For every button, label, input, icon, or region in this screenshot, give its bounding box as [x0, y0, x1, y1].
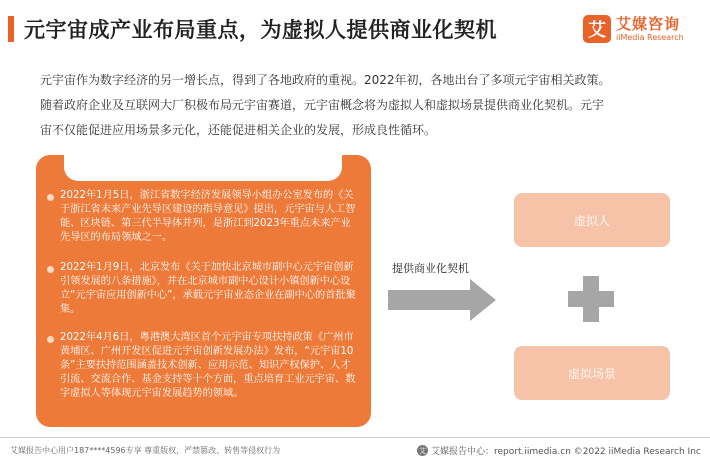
footer-copyright-notice: 艾媒报告中心用户187****4596专享 尊重版权，严禁篡改、转售等侵权行为 — [10, 446, 281, 455]
logo-name-en: iiMedia Research — [616, 32, 684, 42]
iimedia-icon: 艾 — [419, 446, 426, 455]
footer-divider — [0, 437, 710, 438]
page-title: 元宇宙成产业布局重点，为虚拟人提供商业化契机 — [24, 18, 497, 42]
iimedia-logo — [583, 12, 684, 46]
policy-item: 2022年4月6日，粤港澳大湾区首个元宇宙专项扶持政策《广州市黄埔区、广州开发区促进元宇宙创新发展办法》发布，“元宇宙10条”主要扶持范围涵盖技术创新、应用示范、知识产权保护、人才引流、交流合作、基金支持等十个方面，重点培育工业元宇宙、数字虚拟人等体现元宇宙发展趋势的领域。 — [60, 332, 356, 399]
arrow-label: 提供商业化契机 — [392, 262, 469, 275]
logo-text — [616, 16, 684, 43]
right-arrow-icon — [388, 279, 498, 321]
intro-line: 元宇宙作为数字经济的另一增长点，得到了各地政府的重视。2022年初，各地出台了多项元宇宙相关政策。 — [40, 73, 611, 87]
logo-mark-icon: 艾 — [583, 15, 611, 43]
policy-panel-title: 元宇宙相关政策密集出台 — [137, 160, 270, 174]
policy-item: 2022年1月9日，北京发布《关于加快北京城市副中心元宇宙创新引领发展的八条措施》，并在北京城市副中心设计小镇创新中心设立“元宇宙应用创新中心”，承载元宇宙业态企业在副中心的首批聚集。 — [60, 262, 356, 315]
intro-line: 宙不仅能促进应用场景多元化，还能促进相关企业的发展，形成良性循环。 — [40, 123, 437, 137]
intro-paragraph — [40, 68, 690, 143]
policy-item: 2022年1月5日，浙江省数字经济发展领导小组办公室发布的《关于浙江省未来产业先导区建设的指导意见》提出，元宇宙与人工智能、区块链、第三代半导体并列，是浙江到2023年重点未来产业先导区的布局领域之一。 — [60, 190, 356, 243]
footer-source-text: 艾媒报告中心：report.iimedia.cn ©2022 iiMedia Research Inc — [431, 447, 701, 457]
bullet-icon — [47, 266, 54, 273]
footer-source — [417, 444, 701, 457]
title-accent-bar — [8, 16, 14, 42]
bullet-icon — [47, 194, 54, 201]
intro-line: 随着政府企业及互联网大厂积极布局元宇宙赛道，元宇宙概念将为虚拟人和虚拟场景提供商业化契机。元宇 — [40, 98, 605, 112]
virtual-scene-box — [514, 346, 670, 400]
plus-icon — [568, 276, 614, 322]
virtual-human-label: 虚拟人 — [573, 213, 610, 228]
bullet-icon — [47, 336, 54, 343]
logo-name-cn: 艾媒咨询 — [616, 14, 681, 33]
virtual-scene-label: 虚拟场景 — [567, 366, 616, 381]
virtual-human-box — [514, 193, 670, 247]
